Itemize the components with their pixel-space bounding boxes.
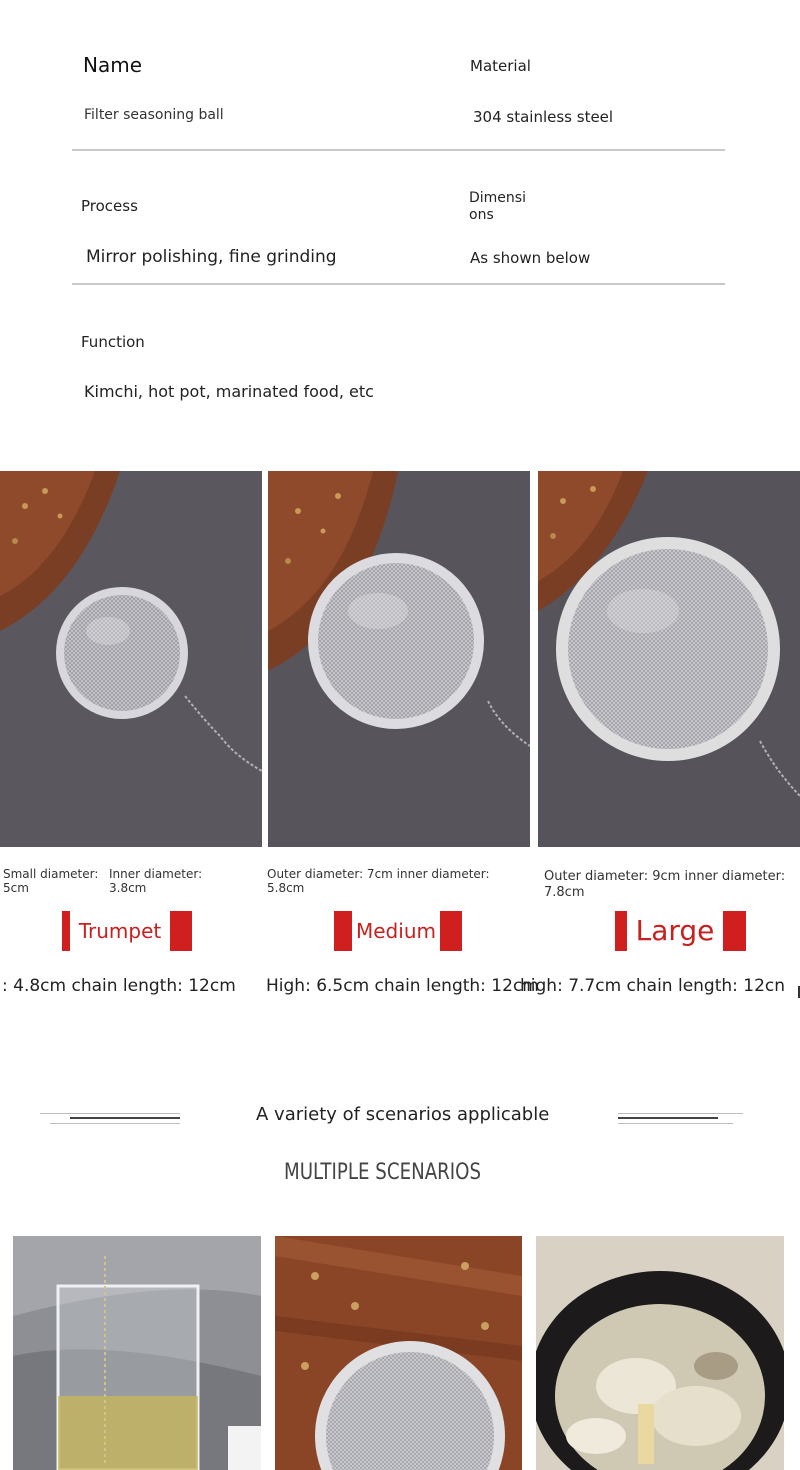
right-rule-dark <box>618 1117 718 1119</box>
left-rule-dark <box>70 1117 180 1119</box>
tag-bar-right <box>170 911 192 951</box>
dimensions-label <box>469 190 526 224</box>
material-label: Material <box>470 57 531 75</box>
process-label: Process <box>81 197 138 215</box>
photo-medium-ball <box>268 471 530 847</box>
large-note <box>544 869 785 901</box>
chain-medium: High: 6.5cm chain length: 12cm <box>266 976 539 996</box>
scenarios-subtitle: A variety of scenarios applicable <box>256 1104 550 1125</box>
size-tag-medium <box>334 911 464 951</box>
size-tag-trumpet <box>62 911 192 951</box>
function-label: Function <box>81 333 145 351</box>
tag-large-label: Large <box>635 914 715 947</box>
tag-bar-right <box>723 911 746 951</box>
scenario-photo-soup <box>536 1236 784 1470</box>
scenarios-title: MULTIPLE SCENARIOS <box>284 1160 482 1185</box>
tag-bar-right <box>440 911 462 951</box>
size-tag-large <box>615 911 746 951</box>
chain-small: : 4.8cm chain length: 12cm <box>2 976 236 996</box>
left-rule-light-2 <box>50 1123 180 1124</box>
scenario-photo-spices <box>275 1236 522 1470</box>
right-rule-light <box>618 1113 743 1114</box>
tag-trumpet-label: Trumpet <box>78 919 162 943</box>
right-rule-light-2 <box>618 1123 733 1124</box>
name-value: Filter seasoning ball <box>84 107 224 123</box>
small-outer-note-line1: Small diameter: <box>3 867 99 881</box>
function-value: Kimchi, hot pot, marinated food, etc <box>84 382 374 401</box>
small-outer-note <box>3 867 98 895</box>
material-value: 304 stainless steel <box>473 108 614 126</box>
process-value: Mirror polishing, fine grinding <box>86 247 337 267</box>
small-outer-note-line2: 5cm <box>3 881 29 895</box>
name-label: Name <box>83 53 143 77</box>
photo-small-ball <box>0 471 262 847</box>
medium-note <box>267 867 490 895</box>
tag-bar-left <box>334 911 352 951</box>
medium-note-line1: Outer diameter: 7cm inner diameter: <box>267 867 490 881</box>
dimensions-label-line1: Dimensi <box>469 190 526 206</box>
tag-medium-label: Medium <box>356 919 436 943</box>
small-inner-note-line2: 3.8cm <box>109 881 147 895</box>
large-note-line2: 7.8cm <box>544 885 585 900</box>
spec-divider-2 <box>72 283 725 285</box>
small-inner-note <box>109 867 202 895</box>
tag-bar-left <box>615 911 627 951</box>
large-note-line1: Outer diameter: 9cm inner diameter: <box>544 869 786 884</box>
dimensions-value: As shown below <box>470 249 591 267</box>
dimensions-label-line2: ons <box>469 207 494 223</box>
photo-large-ball <box>538 471 800 847</box>
scenario-photo-tea-glass <box>13 1236 261 1470</box>
medium-note-line2: 5.8cm <box>267 881 305 895</box>
chain-large: high: 7.7cm chain length: 12cn <box>520 976 786 996</box>
small-inner-note-line1: Inner diameter: <box>109 867 203 881</box>
spec-divider-1 <box>72 149 725 151</box>
left-rule-light <box>40 1113 180 1114</box>
tag-bar-left <box>62 911 70 951</box>
